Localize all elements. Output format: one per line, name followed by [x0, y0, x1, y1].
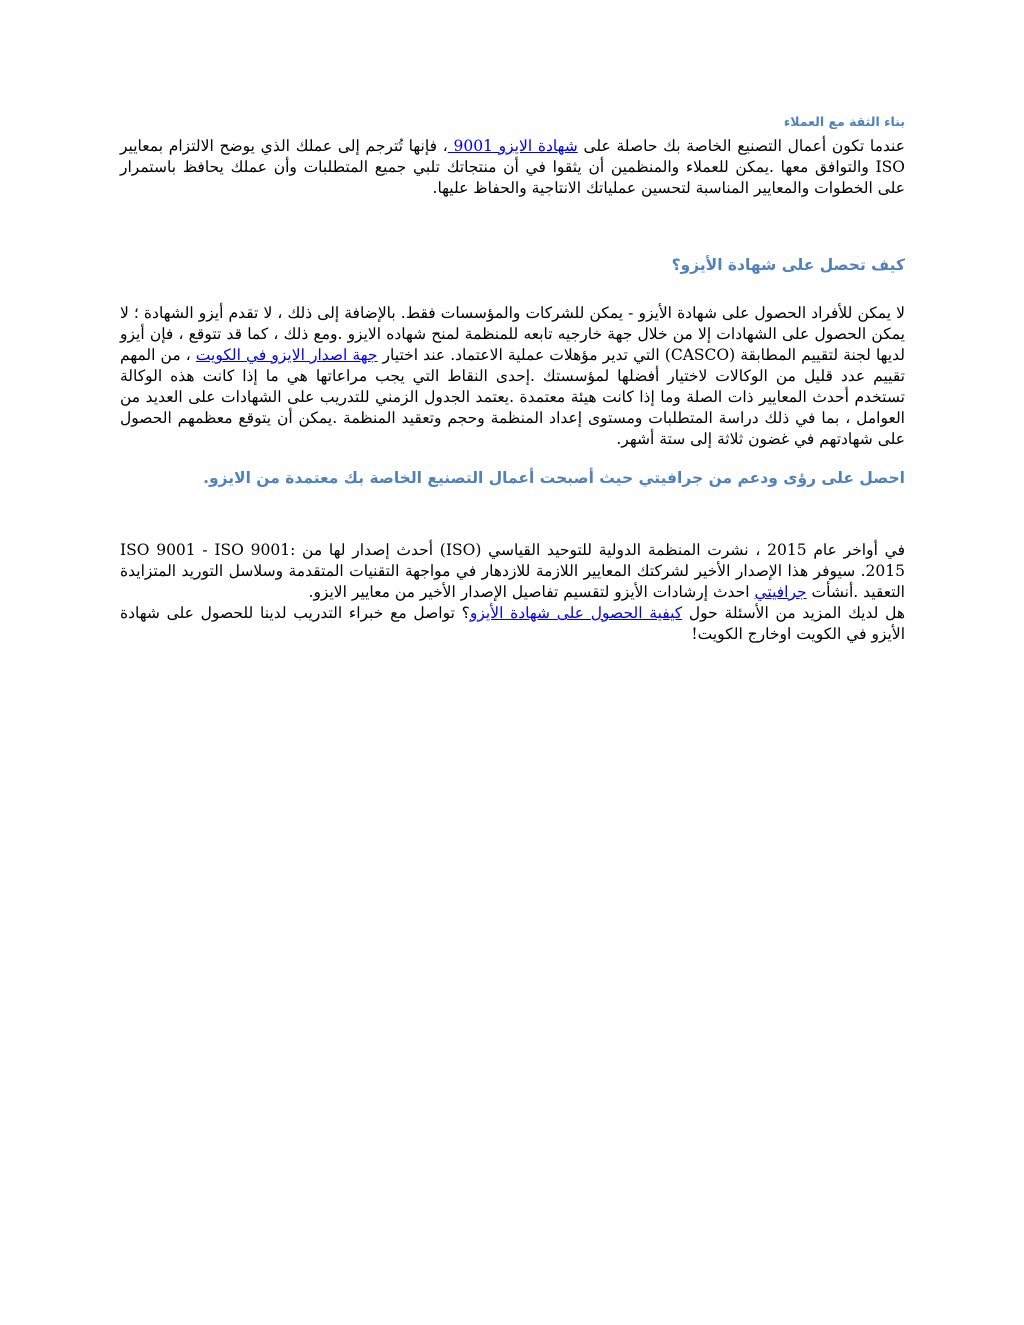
section-heading-build-trust: بناء الثقة مع العملاء — [783, 114, 905, 129]
paragraph-iso-2015-release — [120, 540, 905, 603]
document-page — [120, 112, 905, 645]
link-iso-9001-certificate[interactable]: شهادة الايزو 9001 — [447, 137, 578, 155]
text-segment: لا يمكن للأفراد الحصول على شهادة الأيزو - يمكن للشركات والمؤسسات فقط. بالإضافة إلى ذلك ، لا تقدم أيزو الشهادة ؛ لا يمكن الحصول على الشهادات إلا من خلال جهة خارجيه تابعه للمنظمة لمنح شهاده الايزو .ومع ذلك ، كما قد تتوقع ، فإن أيزو لديها لجنة لتقييم المطابقة (CASCO) التي تدير مؤهلات عملية الاعتماد. عند اختيار — [120, 304, 905, 364]
paragraph-how-to-get-iso — [120, 303, 905, 450]
text-segment: في أواخر عام 2015 ، نشرت المنظمة الدولية للتوحيد القياسي (ISO) أحدث إصدار لها من :ISO 9001 - ISO 9001 2015. سيوفر هذا الإصدار الأخير لشركتك المعايير اللازمة للازدهار في مواجهة التقنيات المتقدمة وسلاسل التوريد المتزايدة التعقيد .أنشأت — [120, 541, 905, 601]
text-segment: ؟ تواصل مع خبراء التدريب لدينا للحصول على شهادة الأيزو في الكويت اوخارج الكويت! — [120, 604, 905, 643]
section-heading-how-to-get-iso: كيف تحصل على شهادة الأيزو؟ — [671, 256, 905, 274]
link-how-to-get-iso-certificate[interactable]: كيفية الحصول على شهادة الأيزو — [469, 604, 683, 622]
link-graffiti[interactable]: جرافيتي — [754, 583, 807, 601]
paragraph-more-questions — [120, 603, 905, 645]
text-segment: عندما تكون أعمال التصنيع الخاصة بك حاصلة على — [577, 137, 905, 155]
paragraph-build-trust — [120, 136, 905, 199]
text-segment: احدث إرشادات الأيزو لتقسيم تفاصيل الإصدار الأخير من معايير الايزو. — [308, 583, 755, 601]
text-segment: ، من المهم تقييم عدد قليل من الوكالات لاختيار أفضلها لمؤسستك .إحدى النقاط التي يجب مراعاتها هي ما إذا كانت هذه الوكالة تستخدم أحدث المعايير ذات الصلة وما إذا كانت هيئة معتمدة .يعتمد الجدول الزمني للتدريب على الشهادات على العديد من العوامل ، بما في ذلك دراسة المتطلبات ومستوى إعداد المنظمة وحجم وتعقيد المنظمة .يمكن أن يتوقع معظمهم الحصول على شهادتهم في غضون ثلاثة إلى ستة أشهر. — [120, 346, 905, 448]
section-heading-insights-support: احصل على رؤى ودعم من جرافيتي حيث أصبحت أعمال التصنيع الخاصة بك معتمدة من الايزو. — [203, 469, 905, 487]
link-iso-issuer-kuwait[interactable]: جهة اصدار الايزو في الكويت — [195, 346, 378, 364]
text-segment: هل لديك المزيد من الأسئلة حول — [682, 604, 905, 622]
text-segment: ، فإنها تُترجم إلى عملك الذي يوضح الالتزام بمعايير ISO والتوافق معها .يمكن للعملاء والمنظمين أن يثقوا في أن منتجاتك تلبي جميع المتطلبات وأن عملك يحافظ باستمرار على الخطوات والمعايير المناسبة لتحسين عملياتك الانتاجية والحفاظ عليها. — [120, 137, 905, 197]
